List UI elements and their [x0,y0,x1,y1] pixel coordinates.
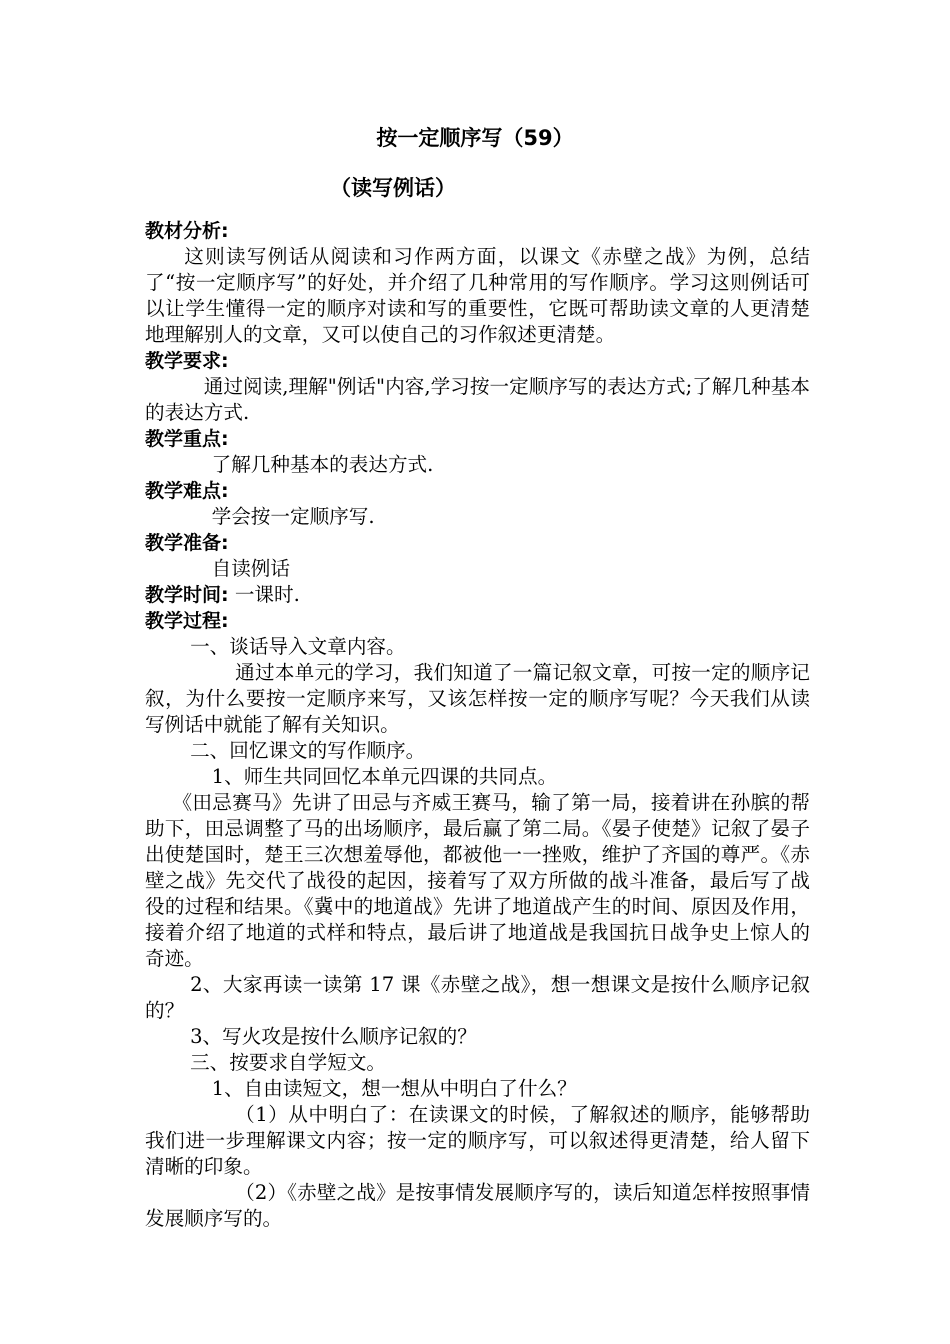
time-line [145,582,810,608]
step1-text: 通过本单元的学习，我们知道了一篇记叙文章，可按一定的顺序记叙，为什么要按一定顺序来写，又该怎样按一定的顺序写呢？今天我们从读写例话中就能了解有关知识。 [145,661,810,736]
step2-item1: 1、师生共同回忆本单元四课的共同点。 [211,765,558,788]
document-title: 按一定顺序写（59） [376,126,574,150]
difficulty-heading: 教学难点: [145,480,229,502]
step3-title: 三、按要求自学短文。 [190,1051,387,1074]
preparation-heading: 教学准备: [145,532,229,554]
focus-heading: 教学重点: [145,428,229,450]
document-subtitle: （读写例话） [330,176,456,200]
document-body [145,218,810,1232]
process-heading: 教学过程: [145,610,229,632]
step2-item2: 2、大家再读一读第 17 课《赤壁之战》，想一想课文是按什么顺序记叙的？ [145,973,810,1022]
step3-item1: 1、自由读短文，想一想从中明白了什么？ [211,1077,577,1100]
step3-sub1: （1）从中明白了：在读课文的时候，了解叙述的顺序，能够帮助我们进一步理解课文内容；按一定的顺序写，可以叙述得更清楚，给人留下清晰的印象。 [145,1103,810,1178]
difficulty-text: 学会按一定顺序写. [211,505,375,528]
step2-title: 二、回忆课文的写作顺序。 [190,739,426,762]
step1-title: 一、谈话导入文章内容。 [190,635,406,658]
requirements-text: 通过阅读,理解"例话"内容,学习按一定顺序写的表达方式;了解几种基本的表达方式. [145,375,810,424]
focus-text: 了解几种基本的表达方式. [211,453,434,476]
requirements-heading: 教学要求: [145,350,229,372]
analysis-heading: 教材分析: [145,220,229,242]
step2-item3: 3、写火攻是按什么顺序记叙的？ [190,1025,477,1048]
time-heading: 教学时间: [145,584,229,606]
preparation-text: 自读例话 [211,557,290,580]
time-text: 一课时. [228,583,300,606]
analysis-text: 这则读写例话从阅读和习作两方面，以课文《赤壁之战》为例，总结了“按一定顺序写”的好处，并介绍了几种常用的写作顺序。学习这则例话可以让学生懂得一定的顺序对读和写的重要性，它既可帮助读文章的人更清楚地理解别人的文章，又可以使自己的习作叙述更清楚。 [145,245,810,346]
step2-item1-text: 《田忌赛马》先讲了田忌与齐威王赛马，输了第一局，接着讲在孙膑的帮助下，田忌调整了马的出场顺序，最后赢了第二局。《晏子使楚》记叙了晏子出使楚国时，楚王三次想羞辱他，都被他一一挫败，维护了齐国的尊严。《赤壁之战》先交代了战役的起因，接着写了双方所做的战斗准备，最后写了战役的过程和结果。《冀中的地道战》先讲了地道战产生的时间、原因及作用，接着介绍了地道的式样和特点，最后讲了地道战是我国抗日战争史上惊人的奇迹。 [145,791,810,970]
step3-sub2: （2）《赤壁之战》是按事情发展顺序写的，读后知道怎样按照事情发展顺序写的。 [145,1181,810,1230]
